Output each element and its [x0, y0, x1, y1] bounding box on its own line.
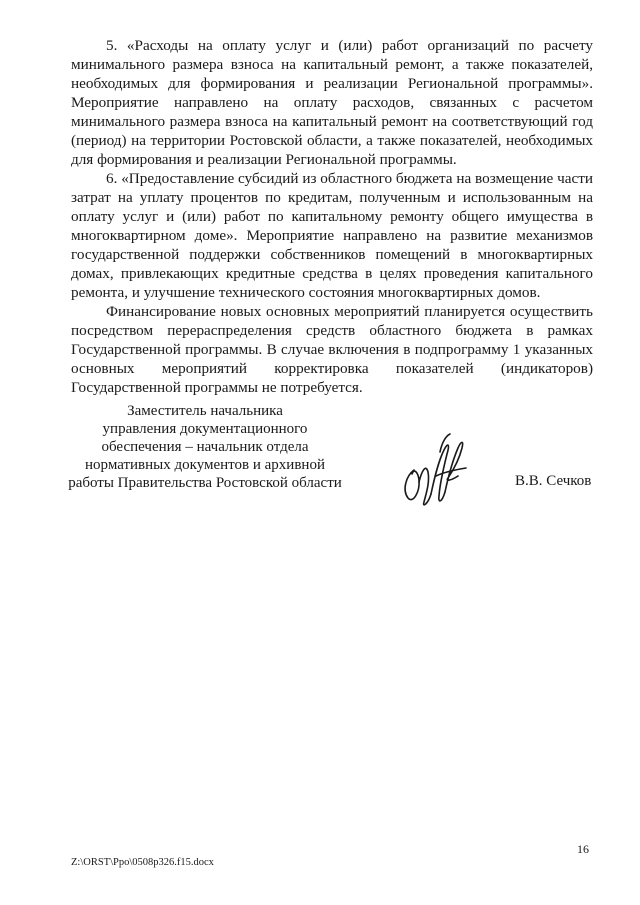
page-number: 16 [577, 842, 589, 856]
paragraph-item-6: 6. «Предоставление субсидий из областного бюджета на возмещение части затрат на уплату процентов по кредитам, полученным и использованным на оплату услуг и (или) работ по капитальному ремонту общего имущества в многоквартирном доме». Мероприятие направлено на развитие механизмов государственной поддержки собственников помещений в многоквартирных домах, привлекающих кредитные средства в целях проведения капитального ремонта, и улучшение технического состояния многоквартирных домов. [71, 170, 593, 301]
signatory-title-line: Заместитель начальника [127, 403, 283, 419]
file-path-footer: Z:\ORST\Ppo\0508p326.f15.docx [71, 857, 214, 868]
paragraph-financing: Финансирование новых основных мероприятий планируется осуществить посредством перераспределения средств областного бюджета в рамках Государственной программы. В случае включения в подпрограмму 1 указанных основных мероприятий корректировка показателей (индикаторов) Государственной программы не потребуется. [71, 303, 593, 396]
signatory-title-line: работы Правительства Ростовской области [68, 475, 342, 491]
signatory-title-line: обеспечения – начальник отдела [101, 439, 309, 455]
signer-name: В.В. Сечков [515, 473, 592, 489]
document-body [71, 36, 593, 397]
paragraph-item-5: 5. «Расходы на оплату услуг и (или) работ организаций по расчету минимального размера взноса на капитальный ремонт, а также показателей, необходимых для формирования и реализации Региональной программы». Мероприятие направлено на оплату расходов, связанных с расчетом минимального размера взноса на капитальный ремонт на соответствующий год (период) на территории Ростовской области, а также показателей, необходимых для формирования и реализации Региональной программы. [71, 37, 593, 168]
signatory-title-line: нормативных документов и архивной [85, 457, 325, 473]
signatory-title-line: управления документационного [102, 421, 308, 437]
signatory-title-block [60, 402, 350, 492]
handwritten-signature [400, 432, 472, 510]
